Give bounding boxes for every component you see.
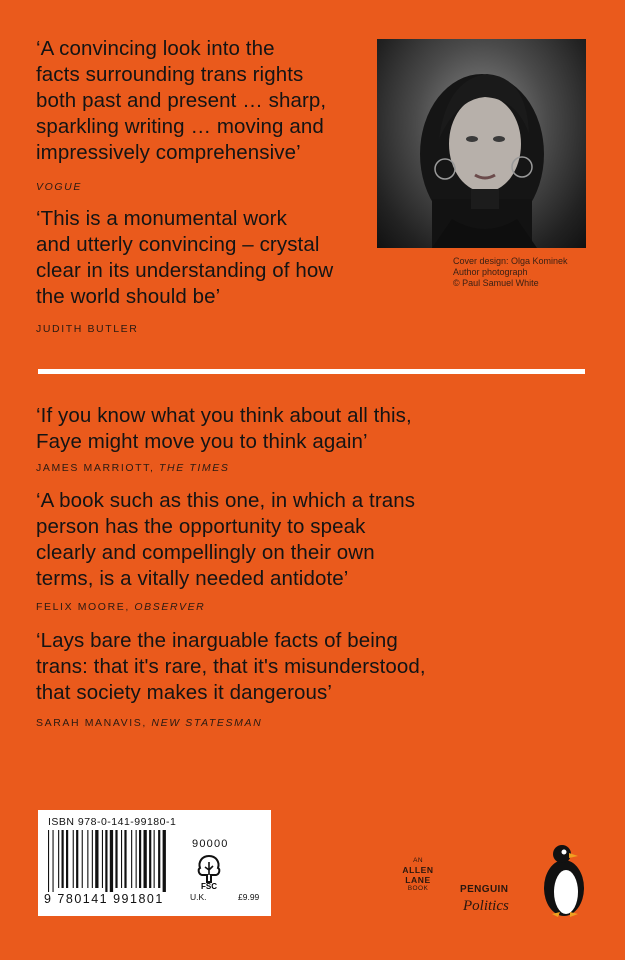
review-attribution-butler: JUDITH BUTLER — [36, 323, 139, 335]
review-attribution-marriott: JAMES MARRIOTT, THE TIMES — [36, 462, 230, 474]
barcode-bar — [124, 830, 126, 888]
review-quote-vogue: ‘A convincing look into the facts surrounding trans rights both past and present … sharp, sparkling writing … moving and impressively comprehensive’ — [36, 37, 327, 164]
allen-lane-logo — [398, 857, 438, 893]
barcode-bar — [149, 830, 151, 888]
addon-digits: 90000 — [192, 838, 229, 850]
barcode-bar — [73, 830, 74, 888]
review-attribution-vogue: VOGUE — [36, 181, 82, 193]
barcode-bar — [92, 830, 93, 888]
barcode-bar — [158, 830, 160, 888]
barcode-bar — [110, 830, 113, 892]
barcode-bar — [139, 830, 141, 888]
penguin-icon — [540, 842, 588, 918]
barcode-bar — [136, 830, 137, 888]
review-quote-butler: ‘This is a monumental work and utterly convincing – crystal clear in its understanding of how the world should be’ — [36, 207, 334, 308]
review-attribution-moore: FELIX MOORE, OBSERVER — [36, 601, 206, 613]
barcode-bar — [131, 830, 132, 888]
review-attribution-manavis: SARAH MANAVIS, NEW STATESMAN — [36, 717, 263, 729]
barcode-bar — [95, 830, 98, 888]
review-quote-moore: ‘A book such as this one, in which a trans person has the opportunity to speak clearly and compellingly on their own terms, is a vitally needed antidote’ — [36, 489, 416, 590]
barcode-bar — [48, 830, 49, 892]
penguin-wordmark: PENGUIN — [460, 884, 509, 895]
allen-lane-book: BOOK — [407, 885, 429, 892]
isbn-digits: 9 780141 991801 — [44, 892, 164, 906]
allen-lane-allen: ALLEN — [402, 865, 434, 875]
series-name: Politics — [463, 898, 509, 914]
barcode-box — [38, 810, 271, 916]
allen-lane-an: AN — [413, 857, 423, 864]
fsc-tree-icon — [192, 852, 226, 890]
barcode-bar — [154, 830, 155, 888]
barcode-bar — [62, 830, 64, 888]
allen-lane-lane: LANE — [405, 875, 431, 885]
barcode-bar — [105, 830, 107, 892]
isbn-label: ISBN 978-0-141-99180-1 — [48, 816, 177, 828]
barcode-bar — [82, 830, 83, 888]
fsc-label: FSC — [201, 882, 217, 890]
review-quote-manavis: ‘Lays bare the inarguable facts of being trans: that it's rare, that it's misunderstood, that society makes it dangerous’ — [36, 629, 426, 704]
region-label: U.K. — [190, 892, 207, 902]
barcode-bar — [53, 830, 54, 892]
barcode-bar — [102, 830, 103, 888]
barcode-bar — [87, 830, 88, 888]
barcode-bar — [115, 830, 117, 888]
review-quote-marriott: ‘If you know what you think about all this, Faye might move you to think again’ — [36, 404, 412, 453]
barcode-bar — [58, 830, 59, 888]
barcode-bar — [66, 830, 68, 888]
barcode-bar — [144, 830, 147, 888]
barcode-bar — [76, 830, 78, 888]
price-label: £9.99 — [238, 892, 260, 902]
barcode-bars — [48, 830, 188, 892]
cover-credits: Cover design: Olga Kominek Author photograph © Paul Samuel White — [453, 256, 568, 288]
barcode-bar — [121, 830, 122, 888]
barcode-bar — [163, 830, 166, 892]
section-divider — [38, 369, 585, 374]
